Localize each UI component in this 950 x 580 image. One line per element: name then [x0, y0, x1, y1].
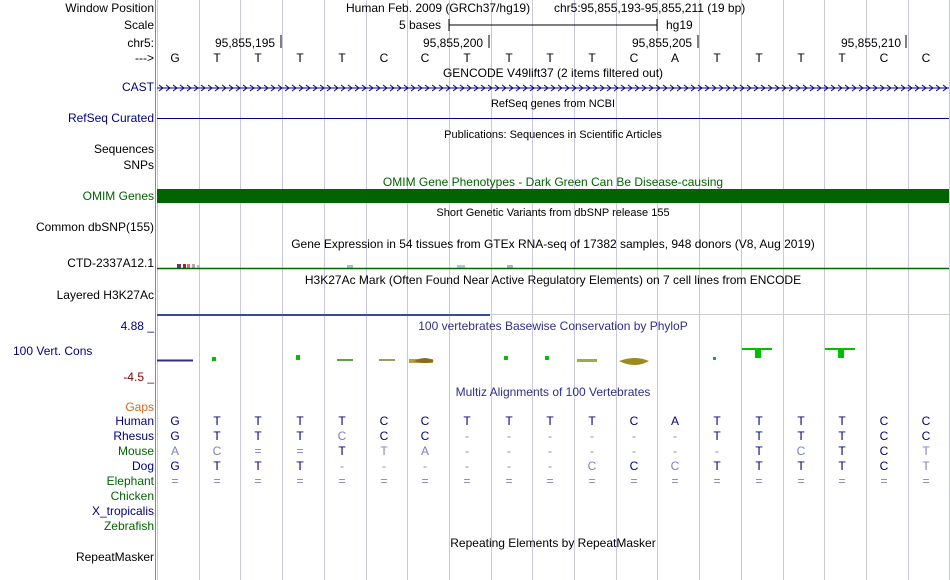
alignment-base: =	[171, 474, 179, 488]
label-common-dbsnp[interactable]: Common dbSNP(155)	[35, 220, 154, 234]
sequence-base: G	[170, 51, 180, 65]
alignment-base: C	[879, 444, 889, 458]
alignment-base: =	[713, 474, 721, 488]
h3k27ac-signal[interactable]	[157, 314, 490, 316]
gtex-track[interactable]	[157, 260, 949, 270]
ruler-ticks	[157, 34, 950, 50]
alignment-base: G	[170, 429, 180, 443]
refseq-gene-line[interactable]	[157, 118, 949, 119]
alignment-base: T	[254, 459, 262, 473]
alignment-base: T	[713, 414, 721, 428]
alignment-base: =	[755, 474, 763, 488]
sequence-base: T	[254, 51, 262, 65]
species-label-mouse[interactable]: Mouse	[117, 444, 154, 458]
alignment-base: T	[296, 414, 304, 428]
alignment-base: -	[632, 429, 636, 443]
alignment-base: -	[465, 444, 469, 458]
sequence-base: C	[629, 51, 639, 65]
sequence-base: T	[463, 51, 471, 65]
alignment-base: C	[629, 414, 639, 428]
alignment-base: -	[590, 429, 594, 443]
alignment-base: T	[755, 429, 763, 443]
alignment-base: =	[797, 474, 805, 488]
label-refseq[interactable]: RefSeq Curated	[67, 111, 154, 125]
repeatmasker-title: Repeating Elements by RepeatMasker	[450, 536, 656, 550]
alignment-base: T	[755, 444, 763, 458]
label-layered-h3k27ac[interactable]: Layered H3K27Ac	[56, 288, 154, 302]
alignment-base: C	[879, 459, 889, 473]
alignment-base: -	[673, 444, 677, 458]
alignment-base: G	[170, 414, 180, 428]
alignment-base: -	[715, 444, 719, 458]
alignment-base: -	[340, 459, 344, 473]
alignment-base: =	[588, 474, 596, 488]
sequence-base: A	[670, 51, 679, 65]
alignment-base: C	[212, 444, 222, 458]
alignment-base: =	[546, 474, 554, 488]
alignment-base: -	[507, 459, 511, 473]
alignment-base: A	[670, 414, 679, 428]
species-label-chicken[interactable]: Chicken	[110, 489, 154, 503]
gtex-title: Gene Expression in 54 tissues from GTEx RNA-seq of 17382 samples, 948 donors (V8, Aug 2019)	[291, 237, 815, 251]
sequence-base: T	[588, 51, 596, 65]
alignment-base: C	[629, 459, 639, 473]
alignment-base: =	[213, 474, 221, 488]
alignment-base: T	[338, 444, 346, 458]
alignment-base: C	[921, 429, 931, 443]
alignment-base: -	[382, 459, 386, 473]
alignment-base: C	[796, 444, 806, 458]
alignment-base: T	[338, 414, 346, 428]
phylop-title: 100 vertebrates Basewise Conservation by PhyloP	[418, 319, 688, 333]
scale-bar-db: hg19	[666, 18, 693, 32]
label-omim[interactable]: OMIM Genes	[82, 189, 154, 203]
alignment-base: C	[921, 414, 931, 428]
alignment-base: -	[590, 444, 594, 458]
alignment-base: =	[838, 474, 846, 488]
refseq-title: RefSeq genes from NCBI	[490, 98, 616, 110]
alignment-base: C	[879, 414, 889, 428]
label-100-vert-cons[interactable]: 100 Vert. Cons	[13, 344, 93, 358]
alignment-base: -	[548, 429, 552, 443]
scale-bar	[448, 17, 660, 33]
alignment-base: =	[505, 474, 513, 488]
alignment-base: C	[379, 429, 389, 443]
alignment-base: T	[588, 414, 596, 428]
alignment-base: T	[838, 444, 846, 458]
sequence-base: T	[797, 51, 805, 65]
alignment-base: T	[546, 414, 554, 428]
label-sequences[interactable]: Sequences	[93, 142, 154, 156]
alignment-base: T	[380, 444, 388, 458]
alignment-base: -	[423, 459, 427, 473]
alignment-base: C	[670, 459, 680, 473]
alignment-base: =	[922, 474, 930, 488]
multiz-title: Multiz Alignments of 100 Vertebrates	[455, 385, 651, 399]
alignment-base: T	[213, 459, 221, 473]
species-label-human[interactable]: Human	[115, 414, 154, 428]
alignment-base: T	[922, 459, 930, 473]
label-chr: chr5:	[127, 36, 154, 50]
alignment-base: T	[797, 459, 805, 473]
tick-label: 95,855,195	[215, 36, 276, 50]
alignment-base: T	[838, 429, 846, 443]
scale-bar-label: 5 bases	[399, 18, 442, 32]
sequence-base: T	[755, 51, 763, 65]
alignment-base: -	[548, 444, 552, 458]
sequence-base: T	[296, 51, 304, 65]
alignment-base: T	[213, 429, 221, 443]
alignment-base: A	[170, 444, 179, 458]
alignment-base: T	[922, 444, 930, 458]
label-repeatmasker[interactable]: RepeatMasker	[75, 550, 154, 564]
label-window-position: Window Position	[65, 1, 154, 15]
alignment-base: =	[880, 474, 888, 488]
alignment-base: T	[797, 414, 805, 428]
alignment-base: -	[507, 429, 511, 443]
label-cast[interactable]: CAST	[121, 80, 154, 94]
alignment-base: =	[630, 474, 638, 488]
cast-track[interactable]	[157, 82, 949, 94]
alignment-base: T	[463, 414, 471, 428]
alignment-base: =	[380, 474, 388, 488]
alignment-base: T	[755, 414, 763, 428]
alignment-base: T	[296, 459, 304, 473]
alignment-base: -	[465, 459, 469, 473]
alignment-base: T	[838, 459, 846, 473]
alignment-base: -	[632, 444, 636, 458]
sequence-base: C	[379, 51, 389, 65]
alignment-base: =	[254, 474, 262, 488]
alignment-base: T	[838, 414, 846, 428]
alignment-base: T	[254, 414, 262, 428]
alignment-base: C	[420, 429, 430, 443]
alignment-base: -	[507, 444, 511, 458]
alignment-base: =	[296, 474, 304, 488]
species-label-elephant[interactable]: Elephant	[106, 474, 154, 488]
alignment-base: T	[296, 429, 304, 443]
dbsnp-title: Short Genetic Variants from dbSNP release 155	[436, 207, 670, 219]
label-scale: Scale	[123, 18, 154, 32]
alignment-base: =	[296, 444, 304, 458]
label-arrow: --->	[135, 51, 154, 65]
omim-title: OMIM Gene Phenotypes - Dark Green Can Be Disease-causing	[382, 175, 724, 189]
alignment-base: T	[755, 459, 763, 473]
sequence-base: T	[546, 51, 554, 65]
alignment-base: T	[213, 414, 221, 428]
tick-label: 95,855,200	[423, 36, 484, 50]
gencode-title: GENCODE V49lift37 (2 items filtered out)	[442, 66, 664, 80]
alignment-base: =	[254, 444, 262, 458]
alignment-base: T	[713, 459, 721, 473]
label-separator	[155, 0, 156, 580]
alignment-base: T	[254, 429, 262, 443]
sequence-base: T	[213, 51, 221, 65]
label-ctd[interactable]: CTD-2337A12.1	[67, 256, 154, 270]
label-gaps[interactable]: Gaps	[125, 400, 154, 414]
publications-title: Publications: Sequences in Scientific Articles	[444, 129, 662, 141]
tick-label: 95,855,210	[841, 36, 902, 50]
alignment-base: T	[797, 429, 805, 443]
alignment-base: A	[420, 444, 429, 458]
assembly-title: Human Feb. 2009 (GRCh37/hg19)	[346, 1, 531, 15]
label-cons-min: -4.5 _	[123, 370, 154, 384]
alignment-base: C	[379, 414, 389, 428]
species-label-dog[interactable]: Dog	[131, 459, 154, 473]
alignment-base: T	[713, 429, 721, 443]
alignment-base: C	[879, 429, 889, 443]
alignment-base: =	[421, 474, 429, 488]
species-label-rhesus[interactable]: Rhesus	[113, 429, 154, 443]
alignment-base: =	[671, 474, 679, 488]
phylop-track[interactable]	[157, 340, 949, 374]
tick-label: 95,855,205	[632, 36, 693, 50]
sequence-base: C	[879, 51, 889, 65]
alignment-base: T	[505, 414, 513, 428]
alignment-base: C	[337, 429, 347, 443]
sequence-base: T	[338, 51, 346, 65]
position-title: chr5:95,855,193-95,855,211 (19 bp)	[554, 1, 746, 15]
alignment-base: =	[463, 474, 471, 488]
sequence-base: C	[921, 51, 931, 65]
species-label-x_tropicalis[interactable]: X_tropicalis	[91, 504, 154, 518]
h3k27ac-title: H3K27Ac Mark (Often Found Near Active Regulatory Elements) on 7 cell lines from ENCODE	[304, 273, 802, 287]
label-snps[interactable]: SNPs	[123, 158, 154, 172]
alignment-base: -	[465, 429, 469, 443]
alignment-base: -	[673, 429, 677, 443]
alignment-base: C	[420, 414, 430, 428]
label-cons-max: 4.88 _	[120, 319, 154, 333]
species-label-zebrafish[interactable]: Zebrafish	[103, 519, 154, 533]
sequence-base: T	[838, 51, 846, 65]
sequence-base: T	[505, 51, 513, 65]
alignment-base: =	[338, 474, 346, 488]
sequence-base: T	[713, 51, 721, 65]
sequence-base: C	[420, 51, 430, 65]
alignment-base: -	[548, 459, 552, 473]
omim-gene-bar[interactable]	[157, 189, 949, 203]
alignment-base: C	[587, 459, 597, 473]
alignment-base: G	[170, 459, 180, 473]
